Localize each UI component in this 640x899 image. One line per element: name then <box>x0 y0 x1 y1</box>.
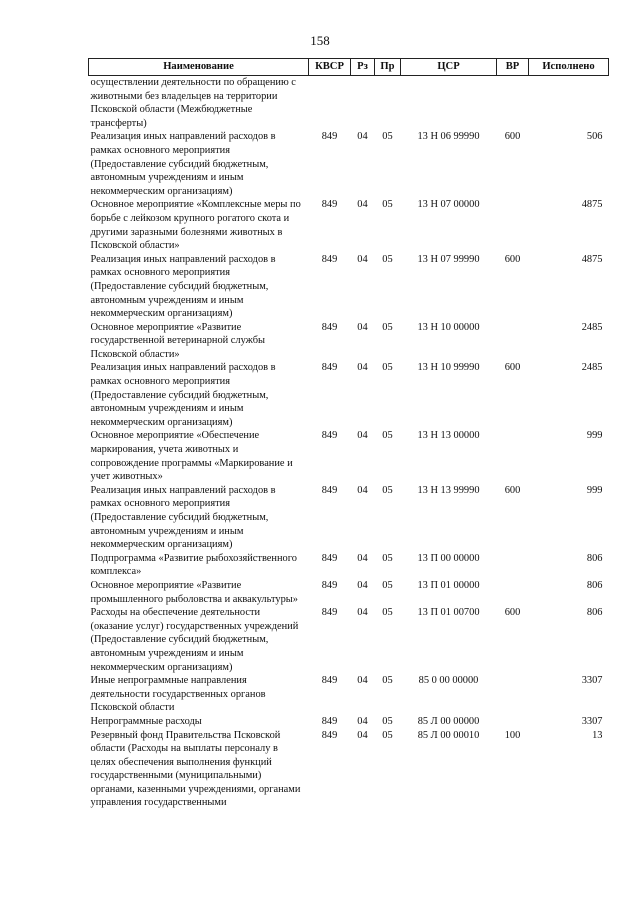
table-row <box>89 552 609 579</box>
cell-pr: 05 <box>382 430 393 442</box>
table-row <box>89 361 609 429</box>
table-header-row <box>89 59 609 76</box>
cell-pr: 05 <box>382 253 393 265</box>
cell-csr: 13 Н 07 99990 <box>417 253 480 265</box>
cell-csr: 13 Н 13 00000 <box>417 430 480 442</box>
cell-vr: 600 <box>504 607 521 619</box>
cell-pr: 05 <box>382 715 393 727</box>
header-csr: ЦСР <box>401 59 497 76</box>
cell-rz: 04 <box>357 321 368 333</box>
table-row <box>89 130 609 198</box>
cell-kvsr: 849 <box>321 729 338 741</box>
cell-name: Основное мероприятие «Развитие промышленного рыболовства и аквакультуры» <box>90 579 298 605</box>
cell-kvsr: 849 <box>321 484 338 496</box>
cell-kvsr: 849 <box>321 199 338 211</box>
table-row <box>89 429 609 483</box>
cell-executed: 3307 <box>581 715 603 727</box>
cell-name: Подпрограмма «Развитие рыбохозяйственного комплекса» <box>90 552 297 578</box>
table-row <box>89 198 609 252</box>
cell-executed: 806 <box>586 579 603 591</box>
cell-csr: 13 П 01 00000 <box>417 579 480 591</box>
cell-vr <box>497 429 529 483</box>
cell-vr: 600 <box>504 484 521 496</box>
cell-kvsr <box>309 76 351 131</box>
cell-name: Основное мероприятие «Обеспечение маркирования, учета животных и сопровождение программы «Маркирование и учет животных» <box>90 430 293 483</box>
cell-vr: 600 <box>504 362 521 374</box>
cell-rz <box>351 76 375 131</box>
cell-kvsr: 849 <box>321 607 338 619</box>
cell-name: Непрограммные расходы <box>90 715 202 727</box>
table-row <box>89 729 609 811</box>
cell-rz: 04 <box>357 607 368 619</box>
cell-rz: 04 <box>357 675 368 687</box>
header-rz: Рз <box>351 59 375 76</box>
cell-executed <box>529 76 609 131</box>
cell-csr: 13 Н 13 99990 <box>417 484 480 496</box>
header-executed: Исполнено <box>529 59 609 76</box>
cell-executed: 506 <box>586 131 603 143</box>
cell-kvsr: 849 <box>321 430 338 442</box>
cell-rz: 04 <box>357 552 368 564</box>
cell-csr: 13 Н 06 99990 <box>417 131 480 143</box>
cell-executed: 999 <box>586 430 603 442</box>
cell-rz: 04 <box>357 484 368 496</box>
cell-pr: 05 <box>382 199 393 211</box>
table-row <box>89 253 609 321</box>
cell-pr: 05 <box>382 321 393 333</box>
cell-csr: 13 П 00 00000 <box>417 552 480 564</box>
cell-name: Реализация иных направлений расходов в рамках основного мероприятия (Предоставление субсидий бюджетным, автономным учреждениям и иным некоммерческим организациям) <box>90 253 276 320</box>
cell-name: Основное мероприятие «Комплексные меры по борьбе с лейкозом крупного рогатого скота и другими заразными болезнями животных в Псковской области» <box>90 199 301 252</box>
cell-executed: 2485 <box>581 362 603 374</box>
cell-vr <box>497 579 529 606</box>
cell-csr: 13 П 01 00700 <box>417 607 480 619</box>
header-vr: ВР <box>497 59 529 76</box>
cell-pr: 05 <box>382 131 393 143</box>
cell-kvsr: 849 <box>321 131 338 143</box>
cell-executed: 13 <box>592 729 603 741</box>
cell-rz: 04 <box>357 715 368 727</box>
cell-name: Реализация иных направлений расходов в рамках основного мероприятия (Предоставление субсидий бюджетным, автономным учреждениям и иным некоммерческим организациям) <box>90 484 276 551</box>
cell-vr: 600 <box>504 253 521 265</box>
cell-kvsr: 849 <box>321 579 338 591</box>
cell-vr: 100 <box>504 729 521 741</box>
cell-rz: 04 <box>357 199 368 211</box>
cell-kvsr: 849 <box>321 321 338 333</box>
cell-rz: 04 <box>357 430 368 442</box>
cell-executed: 2485 <box>581 321 603 333</box>
cell-vr <box>497 198 529 252</box>
cell-executed: 4875 <box>581 199 603 211</box>
header-name: Наименование <box>89 59 309 76</box>
cell-kvsr: 849 <box>321 253 338 265</box>
cell-pr: 05 <box>382 579 393 591</box>
cell-kvsr: 849 <box>321 552 338 564</box>
header-pr: Пр <box>375 59 401 76</box>
cell-csr: 13 Н 10 00000 <box>417 321 480 333</box>
cell-executed: 3307 <box>581 675 603 687</box>
cell-csr: 85 Л 00 00000 <box>417 715 480 727</box>
table-row <box>89 321 609 362</box>
cell-vr <box>497 552 529 579</box>
table-row <box>89 579 609 606</box>
cell-pr: 05 <box>382 607 393 619</box>
cell-vr <box>497 321 529 362</box>
cell-executed: 4875 <box>581 253 603 265</box>
budget-table <box>88 58 609 810</box>
cell-pr <box>375 76 401 131</box>
cell-name: осуществлении деятельности по обращению с животными без владельцев на территории Псковской области (Межбюджетные трансферты) <box>90 77 296 129</box>
cell-vr <box>497 715 529 729</box>
cell-pr: 05 <box>382 729 393 741</box>
page-number: 158 <box>310 33 330 48</box>
cell-pr: 05 <box>382 362 393 374</box>
header-kvsr: КВСР <box>309 59 351 76</box>
cell-csr: 13 Н 10 99990 <box>417 362 480 374</box>
cell-csr: 85 0 00 00000 <box>418 675 479 687</box>
table-row <box>89 606 609 674</box>
cell-rz: 04 <box>357 253 368 265</box>
cell-name: Резервный фонд Правительства Псковской области (Расходы на выплаты персоналу в целях обеспечения выполнения функций государственными (муниципальными) органами, казенными учреждениями, органами управления государственными <box>90 729 301 809</box>
cell-csr: 13 Н 07 00000 <box>417 199 480 211</box>
table-row <box>89 76 609 131</box>
cell-executed: 806 <box>586 607 603 619</box>
cell-kvsr: 849 <box>321 675 338 687</box>
cell-kvsr: 849 <box>321 715 338 727</box>
cell-kvsr: 849 <box>321 362 338 374</box>
cell-rz: 04 <box>357 131 368 143</box>
cell-vr <box>497 674 529 715</box>
cell-csr: 85 Л 00 00010 <box>417 729 480 741</box>
cell-rz: 04 <box>357 579 368 591</box>
cell-name: Иные непрограммные направления деятельности государственных органов Псковской области <box>90 675 266 714</box>
cell-vr: 600 <box>504 131 521 143</box>
table-row <box>89 674 609 715</box>
cell-name: Реализация иных направлений расходов в рамках основного мероприятия (Предоставление субсидий бюджетным, автономным учреждениям и иным некоммерческим организациям) <box>90 362 276 428</box>
cell-executed: 806 <box>586 552 603 564</box>
cell-name: Реализация иных направлений расходов в рамках основного мероприятия (Предоставление субсидий бюджетным, автономным учреждениям и иным некоммерческим организациям) <box>90 131 276 197</box>
cell-pr: 05 <box>382 552 393 564</box>
cell-rz: 04 <box>357 729 368 741</box>
table-row <box>89 715 609 729</box>
cell-executed: 999 <box>586 484 603 496</box>
cell-rz: 04 <box>357 362 368 374</box>
cell-pr: 05 <box>382 484 393 496</box>
table-row <box>89 484 609 552</box>
cell-pr: 05 <box>382 675 393 687</box>
cell-name: Основное мероприятие «Развитие государственной ветеринарной службы Псковской области» <box>90 321 265 360</box>
cell-csr <box>401 76 497 131</box>
cell-vr <box>497 76 529 131</box>
cell-name: Расходы на обеспечение деятельности (оказание услуг) государственных учреждений (Предоставление субсидий бюджетным, автономным учреждениям и иным некоммерческим организациям) <box>90 607 299 673</box>
